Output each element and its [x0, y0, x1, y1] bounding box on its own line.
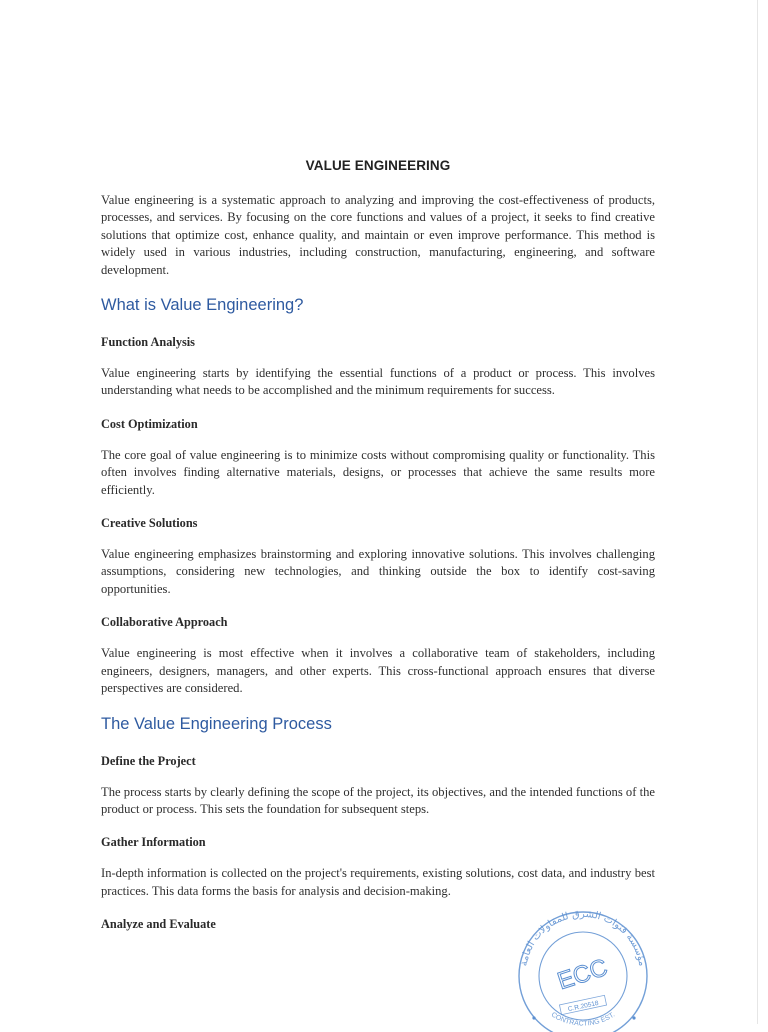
section-heading-ve-process: The Value Engineering Process	[101, 714, 332, 733]
subsection-function-analysis	[101, 335, 655, 400]
stamp-english-text: CONTRACTING EST.	[549, 1011, 617, 1028]
subsection-text: Value engineering emphasizes brainstorming and exploring innovative solutions. This involves challenging assumptions, considering new technologies, and thinking outside the box to identify cost-saving opportunities.	[101, 547, 655, 596]
stamp-arabic-text: مؤسسة قنوات الشرق للمقاولات العامة	[518, 908, 648, 968]
subsection-title: Analyze and Evaluate	[101, 917, 216, 932]
company-stamp	[508, 902, 658, 1032]
subsection-creative-solutions	[101, 516, 655, 598]
subsection-title: Function Analysis	[101, 335, 195, 350]
intro-paragraph: Value engineering is a systematic approach to analyzing and improving the cost-effectiveness of products, processes, and services. By focusing on the core functions and values of a project, it seeks to find creative solutions that optimize cost, enhance quality, and maintain or even improve performance. This method is widely used in various industries, including construction, manufacturing, engineering, and software development.	[101, 193, 655, 277]
subsection-text: The process starts by clearly defining the scope of the project, its objectives, and the intended functions of the product or process. This sets the foundation for subsequent steps.	[101, 784, 655, 816]
subsection-title: Cost Optimization	[101, 416, 198, 431]
stamp-logo-mark	[554, 954, 611, 995]
subsection-title: Creative Solutions	[101, 516, 198, 531]
subsection-title: Define the Project	[101, 753, 196, 768]
subsection-text: The core goal of value engineering is to minimize costs without compromising quality or functionality. This often involves finding alternative materials, designs, or processes that achieve the same results more efficiently.	[101, 447, 655, 497]
document-page	[101, 158, 655, 949]
subsection-collaborative-approach	[101, 615, 655, 697]
document-title: VALUE ENGINEERING	[305, 158, 451, 173]
subsection-text: Value engineering starts by identifying the essential functions of a product or process. This involves understanding what needs to be accomplished and the minimum requirements for success.	[101, 366, 655, 398]
subsection-title: Collaborative Approach	[101, 615, 228, 630]
page-edge-line	[757, 0, 758, 1024]
stamp-dot-left	[532, 1016, 535, 1019]
stamp-cr-number: C.R.20518	[567, 999, 600, 1014]
subsection-gather-information	[101, 835, 655, 900]
stamp-dot-right	[632, 1016, 635, 1019]
subsection-cost-optimization	[101, 417, 655, 499]
subsection-text: Value engineering is most effective when it involves a collaborative team of stakeholders, including engineers, designers, managers, and other experts. This cross-functional approach ensures that diverse perspectives are considered.	[101, 646, 655, 696]
subsection-title: Gather Information	[101, 835, 206, 850]
stamp-logo-letters: ECC	[554, 953, 611, 996]
subsection-text: In-depth information is collected on the project's requirements, existing solutions, cost data, and industry best practices. This data forms the basis for analysis and decision-making.	[101, 866, 655, 898]
subsection-define-project	[101, 754, 655, 819]
section-heading-what-is-ve: What is Value Engineering?	[101, 296, 304, 315]
